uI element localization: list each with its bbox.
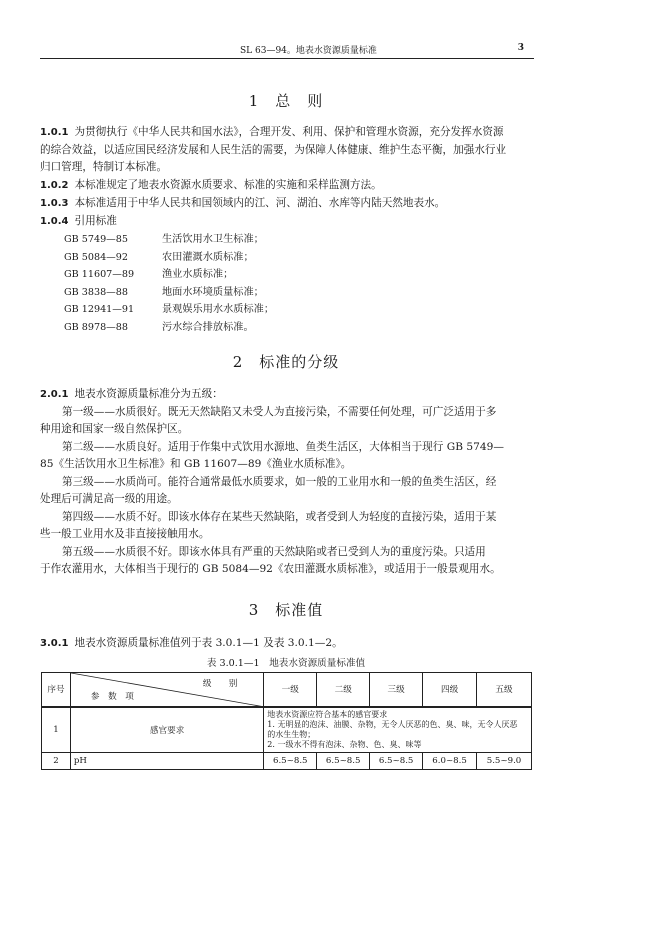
row-param: 感官要求 — [70, 707, 263, 753]
reference-item — [64, 249, 274, 267]
reference-code: GB 5749—85 — [64, 234, 128, 245]
level-3-text-cont: 处理后可满足高一级的用途。 — [40, 493, 178, 505]
row-param: pH — [70, 752, 263, 769]
page-number: 3 — [517, 43, 524, 53]
row-seq: 2 — [42, 752, 71, 769]
level-5-text: 第五级——水质很不好。即该水体具有严重的天然缺陷或者已受到人为的重度污染。只适用 — [62, 545, 486, 558]
row-value: 6.5~8.5 — [317, 752, 370, 769]
reference-code: GB 5084—92 — [64, 251, 128, 263]
level-3-text: 第三级——水质尚可。能符合通常最低水质要求，如一般的工业用水和一般的鱼类生活区，经 — [62, 475, 497, 488]
reference-item — [64, 301, 274, 319]
header-level-4: 四级 — [423, 673, 477, 707]
section-1-heading: 1 总 则 — [248, 92, 324, 110]
clause-1-0-1 — [40, 124, 534, 177]
reference-name: 渔业水质标准； — [162, 269, 234, 280]
row-value: 5.5~9.0 — [477, 752, 532, 769]
clause-number: 1.0.4 — [40, 216, 69, 227]
description-line: 1. 无明显的泡沫、油膜、杂物，无令人厌恶的色、臭、味，无令人厌恶 — [267, 719, 518, 729]
section-3-heading: 3 标准值 — [248, 601, 324, 619]
reference-name: 农田灌溉水质标准； — [162, 251, 254, 263]
level-1-text-cont: 种用途和国家一级自然保护区。 — [40, 423, 189, 435]
reference-item — [64, 284, 274, 302]
clause-number: 2.0.1 — [40, 389, 69, 400]
reference-item — [64, 266, 274, 284]
level-1-text: 第一级——水质很好。既无天然缺陷又未受人为直接污染，不需要任何处理，可广泛适用于多 — [62, 405, 497, 418]
header-level-3: 三级 — [370, 673, 423, 707]
clause-text: 引用标准 — [74, 215, 117, 227]
table-header-row — [42, 673, 532, 707]
running-header — [40, 40, 534, 59]
level-4-text: 第四级——水质不好。即该水体存在某些天然缺陷，或者受到人为轻度的直接污染，适用于某 — [62, 510, 497, 523]
reference-list — [64, 231, 274, 336]
clause-number: 3.0.1 — [40, 638, 69, 649]
clause-text: 为贯彻执行《中华人民共和国水法》，合理开发、利用、保护和管理水资源，充分发挥水资源 — [74, 126, 504, 138]
clause-text: 地表水资源质量标准值列于表 3.0.1—1 及表 3.0.1—2。 — [74, 637, 343, 649]
header-level-2: 二级 — [317, 673, 370, 707]
description-line: 2. 一级水不得有泡沫、杂物、色、臭、味等 — [267, 739, 422, 749]
header-param-label: 参 数 项 — [90, 691, 134, 702]
reference-code: GB 8978—88 — [64, 321, 128, 333]
header-level-label: 级 别 — [202, 679, 238, 689]
row-value: 6.5~8.5 — [264, 752, 317, 769]
clause-1-0-3 — [40, 195, 534, 213]
reference-name: 地面水环境质量标准； — [162, 286, 264, 298]
description-line: 地表水资源应符合基本的感官要求 — [267, 709, 388, 719]
header-level-5: 五级 — [477, 673, 532, 707]
header-title: SL 63—94。地表水资源质量标准 — [240, 46, 377, 56]
clause-number: 1.0.3 — [40, 198, 69, 209]
level-2-text: 第二级——水质良好。适用于作集中式饮用水源地、鱼类生活区，大体相当于现行 GB 5749— — [62, 440, 504, 453]
table-row — [42, 752, 532, 769]
reference-code: GB 12941—91 — [64, 304, 135, 315]
clause-text: 本标准适用于中华人民共和国领域内的江、河、湖泊、水库等内陆天然地表水。 — [74, 197, 446, 209]
row-value: 6.0~8.5 — [423, 752, 477, 769]
row-seq: 1 — [42, 707, 71, 753]
level-2-text-cont: 85《生活饮用水卫生标准》和 GB 11607—89《渔业水质标准》。 — [40, 458, 352, 470]
clause-text-line: 归口管理，特制订本标准。 — [40, 161, 168, 173]
level-5-text-cont: 于作农灌用水，大体相当于现行的 GB 5084—92《农田灌溉水质标准》，或适用于一般景观用水。 — [40, 563, 501, 575]
table-caption: 表 3.0.1—1 地表水资源质量标准值 — [206, 658, 366, 669]
clause-1-0-2 — [40, 177, 534, 195]
table-row — [42, 707, 532, 753]
level-4-text-cont: 些一般工业用水及非直接接触用水。 — [40, 528, 210, 540]
reference-code: GB 11607—89 — [64, 269, 135, 280]
section-2-heading: 2 标准的分级 — [232, 353, 340, 371]
reference-item — [64, 319, 274, 337]
header-level-1: 一级 — [264, 673, 317, 707]
clause-3-0-1 — [40, 635, 534, 653]
reference-item — [64, 231, 274, 249]
standards-table — [41, 672, 532, 770]
reference-code: GB 3838—88 — [64, 286, 128, 298]
clause-2-0-1 — [40, 386, 534, 579]
clause-text-line: 的综合效益，以适应国民经济发展和人民生活的需要，为保障人体健康、维护生态平衡，加强水行业 — [40, 143, 507, 156]
row-description — [264, 707, 532, 753]
clause-1-0-4 — [40, 213, 534, 231]
reference-name: 生活饮用水卫生标准； — [162, 234, 264, 245]
clause-text: 本标准规定了地表水资源水质要求、标准的实施和采样监测方法。 — [74, 179, 382, 191]
row-value: 6.5~8.5 — [370, 752, 423, 769]
clause-text: 地表水资源质量标准分为五级： — [74, 388, 223, 400]
description-line: 的水生生物； — [267, 729, 316, 739]
header-seq: 序号 — [42, 673, 71, 707]
reference-name: 污水综合排放标准。 — [162, 321, 254, 333]
header-diagonal-cell — [70, 673, 263, 707]
clause-number: 1.0.1 — [40, 127, 69, 138]
reference-name: 景观娱乐用水水质标准； — [162, 304, 275, 315]
clause-number: 1.0.2 — [40, 180, 69, 191]
